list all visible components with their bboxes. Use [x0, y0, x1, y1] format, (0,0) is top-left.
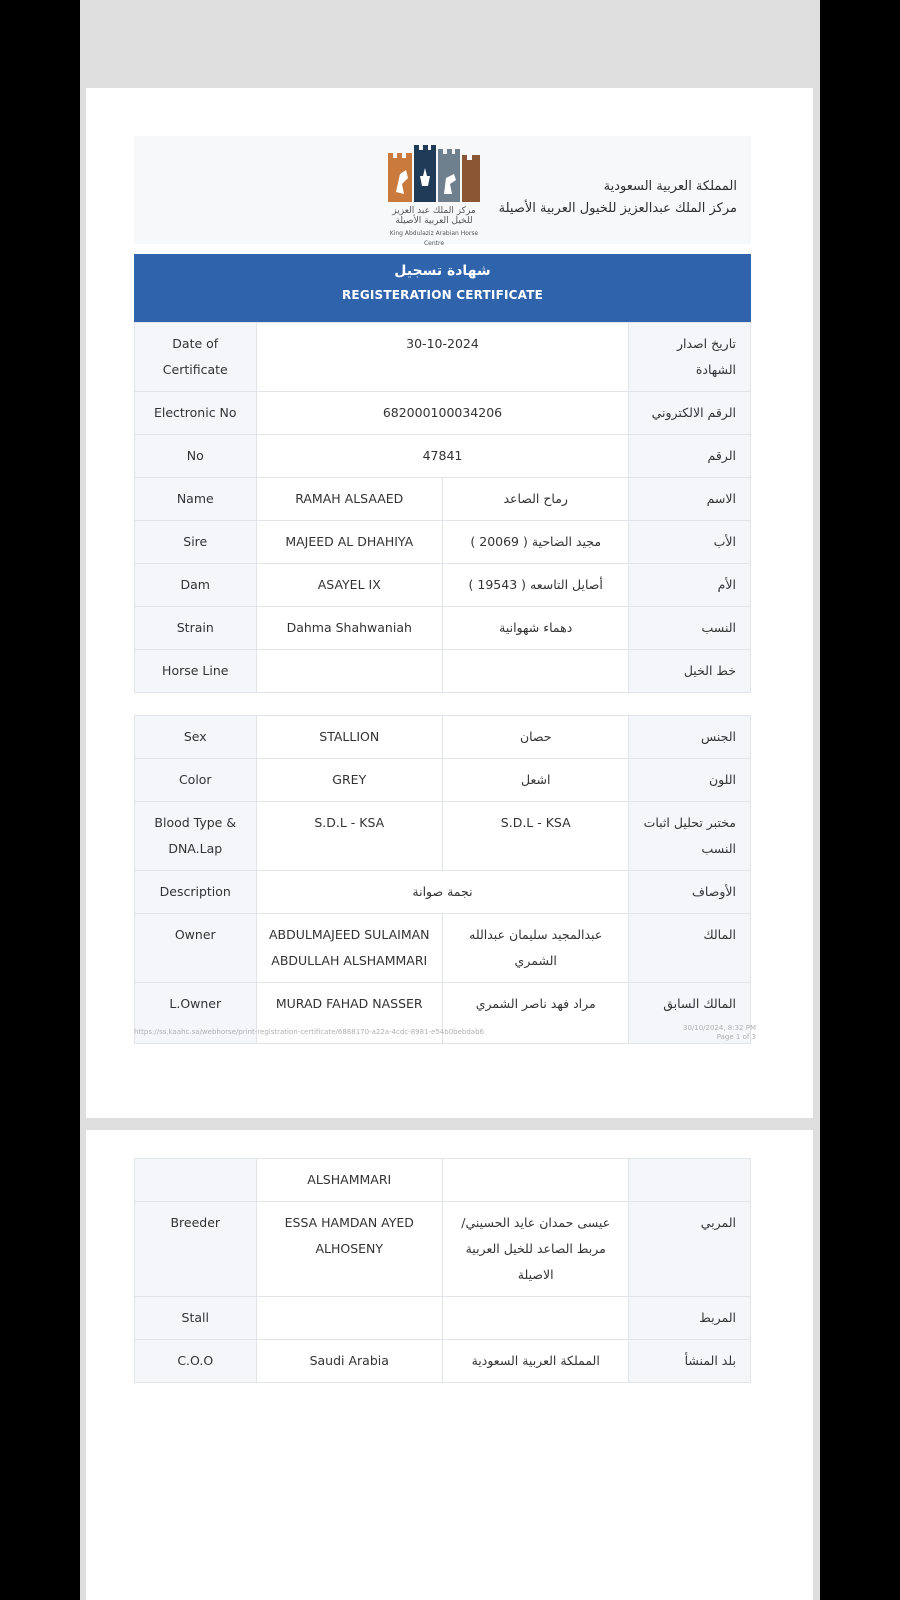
registration-no-value: 47841 [256, 435, 629, 478]
owner-value-en: ABDULMAJEED SULAIMAN ABDULLAH ALSHAMMARI [256, 914, 442, 983]
field-label-ar: المالك [629, 914, 751, 983]
spacer-cell [629, 693, 751, 716]
kaahc-logo [384, 144, 484, 247]
blood-type-value-ar: S.D.L - KSA [442, 802, 628, 871]
field-label: Sire [135, 521, 257, 564]
blood-type-value-en: S.D.L - KSA [256, 802, 442, 871]
issuer-text [499, 176, 737, 220]
print-url: https://ss.kaahc.sa/webhorse/print-registration-certificate/6888170-a22a-4cdc-8981-e54b0bebdab6 [134, 1028, 484, 1036]
table-row [135, 1159, 751, 1202]
field-label: Electronic No [135, 392, 257, 435]
sex-value-en: STALLION [256, 716, 442, 759]
field-label: No [135, 435, 257, 478]
table-row [135, 871, 751, 914]
owner-continued-value: ALSHAMMARI [256, 1159, 442, 1202]
spacer-cell [256, 693, 442, 716]
field-label-ar: الرقم الالكتروني [629, 392, 751, 435]
previous-owner-value-en: MURAD FAHAD NASSER [256, 983, 442, 1044]
page-number: Page 1 of 3 [716, 1033, 756, 1041]
title-english: REGISTERATION CERTIFICATE [341, 288, 543, 302]
field-label: Blood Type & DNA.Lap [135, 802, 257, 871]
table-spacer-row [135, 693, 751, 716]
field-label: Color [135, 759, 257, 802]
table-row [135, 716, 751, 759]
field-label-ar: الأب [629, 521, 751, 564]
field-label-ar: المربط [629, 1297, 751, 1340]
table-row [135, 1340, 751, 1383]
field-label [135, 1159, 257, 1202]
logo-caption-ar: مركز الملك عبد العزيز للخيل العربية الأصيلة [392, 206, 476, 226]
field-label-ar: الأوصاف [629, 871, 751, 914]
table-row [135, 650, 751, 693]
certificate-table-continued [134, 1158, 751, 1383]
name-value-ar: رماح الصاعد [442, 478, 628, 521]
owner-value-ar: عبدالمجيد سليمان عبدالله الشمري [442, 914, 628, 983]
field-label-ar: المالك السابق [629, 983, 751, 1044]
print-date: 30/10/2024, 8:32 PM [682, 1024, 756, 1032]
name-value-en: RAMAH ALSAAED [256, 478, 442, 521]
castle-horse-icon [384, 144, 484, 204]
table-row [135, 323, 751, 392]
certificate-page-2 [86, 1130, 813, 1600]
coo-value-en: Saudi Arabia [256, 1340, 442, 1383]
field-label: Dam [135, 564, 257, 607]
table-row [135, 607, 751, 650]
certificate-table-main [134, 322, 751, 1044]
coo-value-ar: المملكة العربية السعودية [442, 1340, 628, 1383]
field-label-ar: خط الخيل [629, 650, 751, 693]
table-row [135, 435, 751, 478]
owner-continued-ar [442, 1159, 628, 1202]
field-label: Owner [135, 914, 257, 983]
field-label: Stall [135, 1297, 257, 1340]
field-label-ar: مختبر تحليل اثبات النسب [629, 802, 751, 871]
sire-value-en: MAJEED AL DHAHIYA [256, 521, 442, 564]
table-row [135, 478, 751, 521]
date-of-certificate-value: 30-10-2024 [256, 323, 629, 392]
table-row [135, 564, 751, 607]
logo-caption [384, 206, 484, 249]
field-label-ar: الاسم [629, 478, 751, 521]
field-label: Name [135, 478, 257, 521]
spacer-cell [442, 693, 628, 716]
sex-value-ar: حصان [442, 716, 628, 759]
previous-owner-value-ar: مراد فهد ناصر الشمري [442, 983, 628, 1044]
center-name: مركز الملك عبدالعزيز للخيول العربية الأصيلة [498, 201, 737, 216]
viewer-background [80, 0, 820, 1600]
table-row [135, 1297, 751, 1340]
horse-line-value-en [256, 650, 442, 693]
field-label-ar: الجنس [629, 716, 751, 759]
electronic-no-value: 682000100034206 [256, 392, 629, 435]
logo-caption-en: King Abdulaziz Arabian Horse Centre [389, 230, 479, 247]
field-label: Date of Certificate [135, 323, 257, 392]
kingdom-name: المملكة العربية السعودية [603, 179, 737, 194]
dam-value-en: ASAYEL IX [256, 564, 442, 607]
breeder-value-ar: عيسى حمدان عايد الحسيني/ مربط الصاعد للخيل العربية الاصيلة [442, 1202, 628, 1297]
table-row [135, 392, 751, 435]
field-label: L.Owner [135, 983, 257, 1044]
strain-value-ar: دهماء شهوانية [442, 607, 628, 650]
table-row [135, 914, 751, 983]
print-page-info [646, 1024, 756, 1042]
field-label-ar: بلد المنشأ [629, 1340, 751, 1383]
field-label: Sex [135, 716, 257, 759]
field-label: Description [135, 871, 257, 914]
table-row [135, 521, 751, 564]
field-label: Horse Line [135, 650, 257, 693]
stall-value-en [256, 1297, 442, 1340]
title-arabic: شهادة تسجيل [394, 263, 491, 279]
strain-value-en: Dahma Shahwaniah [256, 607, 442, 650]
color-value-en: GREY [256, 759, 442, 802]
field-label-ar: الأم [629, 564, 751, 607]
stall-value-ar [442, 1297, 628, 1340]
certificate-page-1 [86, 88, 813, 1118]
field-label-ar: اللون [629, 759, 751, 802]
table-row [135, 802, 751, 871]
field-label-ar: الرقم [629, 435, 751, 478]
field-label: C.O.O [135, 1340, 257, 1383]
horse-line-value-ar [442, 650, 628, 693]
field-label-ar: النسب [629, 607, 751, 650]
table-row [135, 1202, 751, 1297]
field-label-ar: المربي [629, 1202, 751, 1297]
sire-value-ar: مجيد الضاحية ( 20069 ) [442, 521, 628, 564]
haraj-watermark: حراج [664, 1538, 741, 1576]
color-value-ar: اشعل [442, 759, 628, 802]
description-value: نجمة صوانة [256, 871, 629, 914]
dam-value-ar: أصايل التاسعه ( 19543 ) [442, 564, 628, 607]
breeder-value-en: ESSA HAMDAN AYED ALHOSENY [256, 1202, 442, 1297]
field-label-ar [629, 1159, 751, 1202]
certificate-title-bar [134, 254, 751, 322]
field-label-ar: تاريخ اصدار الشهادة [629, 323, 751, 392]
spacer-cell [135, 693, 257, 716]
table-row [135, 759, 751, 802]
field-label: Breeder [135, 1202, 257, 1297]
field-label: Strain [135, 607, 257, 650]
certificate-header [134, 136, 751, 247]
